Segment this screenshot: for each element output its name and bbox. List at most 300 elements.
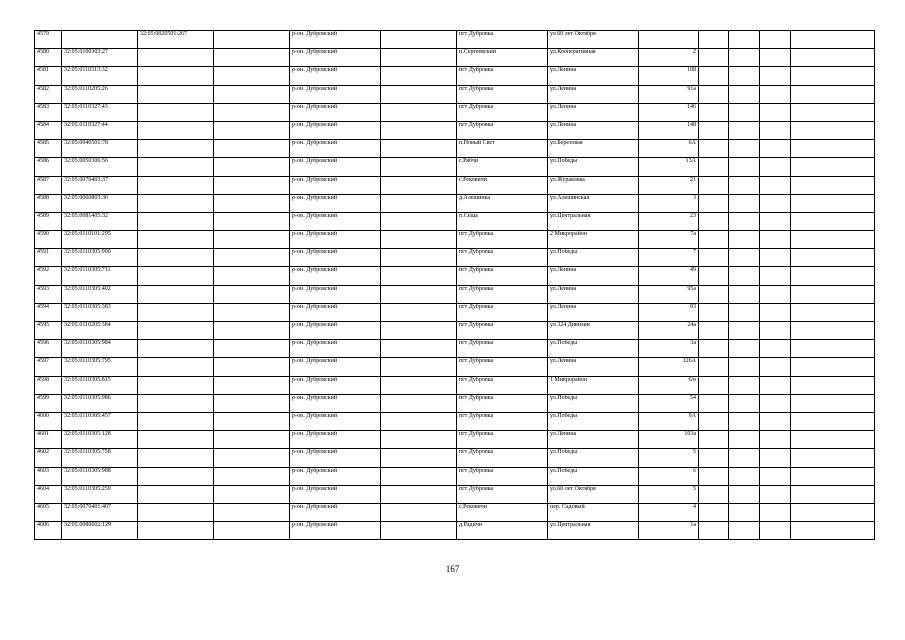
empty-cell [214,522,290,540]
locality-cell: пгт Дубровка [457,267,548,285]
empty-cell [760,412,791,430]
empty-cell [699,85,729,103]
empty-cell [791,121,875,139]
cadastral-number-cell: 32:05:0110101:295 [62,231,138,249]
empty-cell [729,394,760,412]
street-cell: ул.Победы [548,340,639,358]
empty-cell [729,503,760,521]
empty-cell [729,31,760,49]
empty-cell [214,394,290,412]
empty-cell [699,49,729,67]
empty-cell [699,340,729,358]
table-row [35,322,875,340]
region-cell: р-он. Дубровский [290,194,381,212]
table-row [35,449,875,467]
empty-cell [381,140,457,158]
empty-cell [381,358,457,376]
cadastral-number-cell: 32:05:0110327:43 [62,103,138,121]
empty-cell [699,267,729,285]
region-cell: р-он. Дубровский [290,303,381,321]
empty-cell [791,267,875,285]
house-number-cell: 3а [639,340,699,358]
table-row [35,103,875,121]
empty-cell [381,249,457,267]
cadastral-number-cell: 32:05:0110205:26 [62,85,138,103]
street-cell: ул.Ленина [548,267,639,285]
region-cell: р-он. Дубровский [290,67,381,85]
empty-cell [760,158,791,176]
empty-cell [214,503,290,521]
empty-cell [699,322,729,340]
house-number-cell: 146 [639,103,699,121]
region-cell: р-он. Дубровский [290,103,381,121]
locality-cell: пгт Дубровка [457,394,548,412]
street-cell: пер. Садовый [548,503,639,521]
cadastral-number-cell: 32:05:0110305:815 [62,376,138,394]
cadastral-number-alt-cell [138,140,214,158]
region-cell: р-он. Дубровский [290,249,381,267]
table-row [35,249,875,267]
locality-cell: пгт Дубровка [457,303,548,321]
region-cell: р-он. Дубровский [290,31,381,49]
empty-cell [729,376,760,394]
empty-cell [729,103,760,121]
empty-cell [791,322,875,340]
table-row [35,467,875,485]
empty-cell [214,67,290,85]
empty-cell [214,121,290,139]
street-cell: ул.Ленина [548,85,639,103]
street-cell: ул.Алешинская [548,194,639,212]
empty-cell [214,358,290,376]
cadastral-number-cell: 32:05:0110305:402 [62,285,138,303]
cadastral-number-alt-cell [138,85,214,103]
empty-cell [381,212,457,230]
empty-cell [699,67,729,85]
house-number-cell: 1а [639,522,699,540]
table-row [35,394,875,412]
house-number-cell: 83 [639,303,699,321]
locality-cell: пгт Дубровка [457,358,548,376]
cadastral-number-cell: 32:05:0110305:128 [62,431,138,449]
house-number-cell: 21 [639,176,699,194]
table-row [35,67,875,85]
cadastral-number-cell: 32:05:0110327:44 [62,121,138,139]
cadastral-number-alt-cell [138,176,214,194]
empty-cell [729,176,760,194]
empty-cell [381,194,457,212]
region-cell: р-он. Дубровский [290,467,381,485]
locality-cell: пгт Дубровка [457,431,548,449]
cadastral-number-cell: 32:05:0110305:711 [62,267,138,285]
row-number-cell: 4586 [35,158,62,176]
cadastral-number-alt-cell [138,67,214,85]
street-cell: ул.Победы [548,449,639,467]
region-cell: р-он. Дубровский [290,485,381,503]
house-number-cell: 23 [639,212,699,230]
cadastral-number-cell: 32:05:0100303:27 [62,49,138,67]
cadastral-number-alt-cell [138,212,214,230]
locality-cell: пгт Дубровка [457,121,548,139]
empty-cell [381,412,457,430]
street-cell: ул.Центральная [548,212,639,230]
empty-cell [214,431,290,449]
empty-cell [760,194,791,212]
cadastral-number-alt-cell [138,103,214,121]
empty-cell [381,267,457,285]
row-number-cell: 4599 [35,394,62,412]
empty-cell [791,485,875,503]
cadastral-number-alt-cell [138,522,214,540]
row-number-cell: 4597 [35,358,62,376]
region-cell: р-он. Дубровский [290,176,381,194]
locality-cell: п.Сеща [457,212,548,230]
street-cell: ул.Победы [548,394,639,412]
house-number-cell: 2 [639,49,699,67]
street-cell: ул.Ленина [548,285,639,303]
house-number-cell: 49 [639,267,699,285]
locality-cell: пгт Дубровка [457,231,548,249]
empty-cell [729,140,760,158]
empty-cell [381,158,457,176]
region-cell: р-он. Дубровский [290,285,381,303]
page-number: 167 [445,564,460,574]
street-cell: ул.Ленина [548,303,639,321]
empty-cell [381,31,457,49]
empty-cell [760,340,791,358]
cadastral-number-alt-cell [138,412,214,430]
empty-cell [791,358,875,376]
empty-cell [214,158,290,176]
empty-cell [214,85,290,103]
empty-cell [699,449,729,467]
cadastral-number-alt-cell [138,121,214,139]
empty-cell [729,67,760,85]
empty-cell [729,121,760,139]
table-row [35,194,875,212]
empty-cell [699,212,729,230]
street-cell: ул.Победы [548,412,639,430]
empty-cell [699,285,729,303]
empty-cell [699,503,729,521]
empty-cell [214,303,290,321]
locality-cell: с.Рековичи [457,176,548,194]
house-number-cell: 9А [639,412,699,430]
empty-cell [381,176,457,194]
empty-cell [699,303,729,321]
row-number-cell: 4594 [35,303,62,321]
region-cell: р-он. Дубровский [290,158,381,176]
empty-cell [214,103,290,121]
cadastral-number-alt-cell [138,358,214,376]
empty-cell [729,194,760,212]
cadastral-number-cell: 32:05:0110205:384 [62,322,138,340]
row-number-cell: 4592 [35,267,62,285]
cadastral-number-alt-cell [138,49,214,67]
cadastral-number-alt-cell [138,449,214,467]
table-row [35,140,875,158]
table-row [35,376,875,394]
region-cell: р-он. Дубровский [290,85,381,103]
empty-cell [729,340,760,358]
row-number-cell: 4604 [35,485,62,503]
region-cell: р-он. Дубровский [290,394,381,412]
empty-cell [760,231,791,249]
empty-cell [760,285,791,303]
street-cell: ул.Центральная [548,522,639,540]
cadastral-number-alt-cell [138,376,214,394]
empty-cell [760,103,791,121]
empty-cell [214,449,290,467]
registry-table-body [35,31,875,540]
empty-cell [729,322,760,340]
empty-cell [214,412,290,430]
empty-cell [760,322,791,340]
empty-cell [699,358,729,376]
cadastral-number-cell: 32:05:0110305:984 [62,340,138,358]
locality-cell: пгт Дубровка [457,449,548,467]
street-cell: ул.Журавлева [548,176,639,194]
cadastral-number-alt-cell [138,231,214,249]
empty-cell [214,285,290,303]
empty-cell [214,49,290,67]
locality-cell: д.Радичи [457,522,548,540]
row-number-cell: 4584 [35,121,62,139]
empty-cell [791,449,875,467]
cadastral-number-cell: 32:05:0110305:259 [62,485,138,503]
cadastral-number-cell: 32:05:0110305:986 [62,394,138,412]
house-number-cell [639,31,699,49]
street-cell: ул.Победы [548,249,639,267]
empty-cell [381,340,457,358]
house-number-cell: 24а [639,322,699,340]
row-number-cell: 4600 [35,412,62,430]
empty-cell [729,158,760,176]
empty-cell [699,394,729,412]
empty-cell [214,376,290,394]
empty-cell [214,485,290,503]
table-row [35,85,875,103]
empty-cell [729,485,760,503]
street-cell: 2 Микрорайон [548,231,639,249]
empty-cell [760,358,791,376]
empty-cell [791,394,875,412]
empty-cell [214,140,290,158]
cadastral-number-cell [62,31,138,49]
table-row [35,522,875,540]
locality-cell: с.Рековичи [457,503,548,521]
row-number-cell: 4598 [35,376,62,394]
empty-cell [791,412,875,430]
table-row [35,121,875,139]
empty-cell [760,140,791,158]
cadastral-number-alt-cell [138,249,214,267]
empty-cell [729,431,760,449]
locality-cell: п.Сергеевский [457,49,548,67]
street-cell: ул.Кооперативная [548,49,639,67]
house-number-cell: 91а [639,85,699,103]
empty-cell [214,176,290,194]
empty-cell [760,431,791,449]
empty-cell [791,212,875,230]
street-cell: ул.Ленина [548,67,639,85]
cadastral-number-cell: 32:05:0040501:78 [62,140,138,158]
empty-cell [699,31,729,49]
table-row [35,158,875,176]
street-cell: 1 Микрорайон [548,376,639,394]
row-number-cell: 4605 [35,503,62,521]
locality-cell: пгт Дубровка [457,249,548,267]
row-number-cell: 4596 [35,340,62,358]
region-cell: р-он. Дубровский [290,49,381,67]
table-row [35,285,875,303]
region-cell: р-он. Дубровский [290,121,381,139]
empty-cell [791,231,875,249]
house-number-cell: 103а [639,431,699,449]
cadastral-number-cell: 32:05:0070403:37 [62,176,138,194]
empty-cell [791,376,875,394]
row-number-cell: 4587 [35,176,62,194]
empty-cell [381,522,457,540]
empty-cell [381,103,457,121]
row-number-cell: 4593 [35,285,62,303]
street-cell: ул.Ленина [548,431,639,449]
empty-cell [729,285,760,303]
cadastral-number-alt-cell [138,267,214,285]
table-row [35,503,875,521]
house-number-cell: 4 [639,503,699,521]
cadastral-number-alt-cell [138,285,214,303]
empty-cell [791,503,875,521]
empty-cell [214,212,290,230]
cadastral-number-cell: 32:05:0080602:129 [62,522,138,540]
cadastral-number-alt-cell [138,394,214,412]
empty-cell [760,376,791,394]
row-number-cell: 4589 [35,212,62,230]
empty-cell [729,231,760,249]
row-number-cell: 4602 [35,449,62,467]
empty-cell [791,176,875,194]
locality-cell: пгт Дубровка [457,31,548,49]
house-number-cell: 7а [639,231,699,249]
empty-cell [381,467,457,485]
cadastral-number-cell: 32:05:0050306:56 [62,158,138,176]
empty-cell [699,249,729,267]
empty-cell [214,31,290,49]
locality-cell: пгт Дубровка [457,340,548,358]
empty-cell [699,121,729,139]
empty-cell [760,303,791,321]
empty-cell [699,140,729,158]
region-cell: р-он. Дубровский [290,231,381,249]
empty-cell [791,49,875,67]
locality-cell: пгт Дубровка [457,322,548,340]
street-cell: ул.Победы [548,158,639,176]
locality-cell: пгт Дубровка [457,285,548,303]
cadastral-number-alt-cell [138,158,214,176]
house-number-cell: 95а [639,285,699,303]
empty-cell [791,158,875,176]
cadastral-number-alt-cell [138,467,214,485]
empty-cell [729,358,760,376]
empty-cell [791,249,875,267]
empty-cell [729,522,760,540]
empty-cell [791,67,875,85]
house-number-cell: 108 [639,67,699,85]
locality-cell: п.Новый Свет [457,140,548,158]
empty-cell [381,376,457,394]
empty-cell [381,394,457,412]
empty-cell [791,194,875,212]
table-row [35,431,875,449]
street-cell: ул.Ленина [548,358,639,376]
region-cell: р-он. Дубровский [290,358,381,376]
cadastral-number-alt-cell [138,194,214,212]
region-cell: р-он. Дубровский [290,376,381,394]
empty-cell [699,485,729,503]
empty-cell [214,467,290,485]
cadastral-number-alt-cell [138,340,214,358]
row-number-cell: 4580 [35,49,62,67]
empty-cell [729,267,760,285]
locality-cell: пгт Дубровка [457,485,548,503]
empty-cell [729,303,760,321]
empty-cell [381,67,457,85]
cadastral-number-alt-cell [138,503,214,521]
street-cell: ул.324 Дивизии [548,322,639,340]
table-row [35,358,875,376]
empty-cell [699,158,729,176]
table-row [35,485,875,503]
street-cell: ул.Ленина [548,103,639,121]
empty-cell [760,121,791,139]
empty-cell [729,85,760,103]
empty-cell [214,249,290,267]
empty-cell [729,212,760,230]
row-number-cell: 4581 [35,67,62,85]
cadastral-number-alt-cell: 32:05:0020501:267 [138,31,214,49]
row-number-cell: 4585 [35,140,62,158]
empty-cell [381,303,457,321]
empty-cell [760,449,791,467]
empty-cell [760,394,791,412]
empty-cell [699,431,729,449]
empty-cell [760,212,791,230]
empty-cell [699,467,729,485]
empty-cell [760,49,791,67]
locality-cell: пгт Дубровка [457,85,548,103]
empty-cell [381,503,457,521]
cadastral-number-alt-cell [138,431,214,449]
row-number-cell: 4583 [35,103,62,121]
empty-cell [699,412,729,430]
empty-cell [791,303,875,321]
locality-cell: пгт Дубровка [457,412,548,430]
empty-cell [760,67,791,85]
empty-cell [214,322,290,340]
region-cell: р-он. Дубровский [290,322,381,340]
empty-cell [791,285,875,303]
empty-cell [381,322,457,340]
locality-cell: пгт Дубровка [457,103,548,121]
empty-cell [791,340,875,358]
cadastral-number-cell: 32:05:0110305:795 [62,358,138,376]
cadastral-number-alt-cell [138,485,214,503]
empty-cell [791,85,875,103]
empty-cell [381,285,457,303]
empty-cell [214,194,290,212]
cadastral-number-cell: 32:05:0110313:32 [62,67,138,85]
